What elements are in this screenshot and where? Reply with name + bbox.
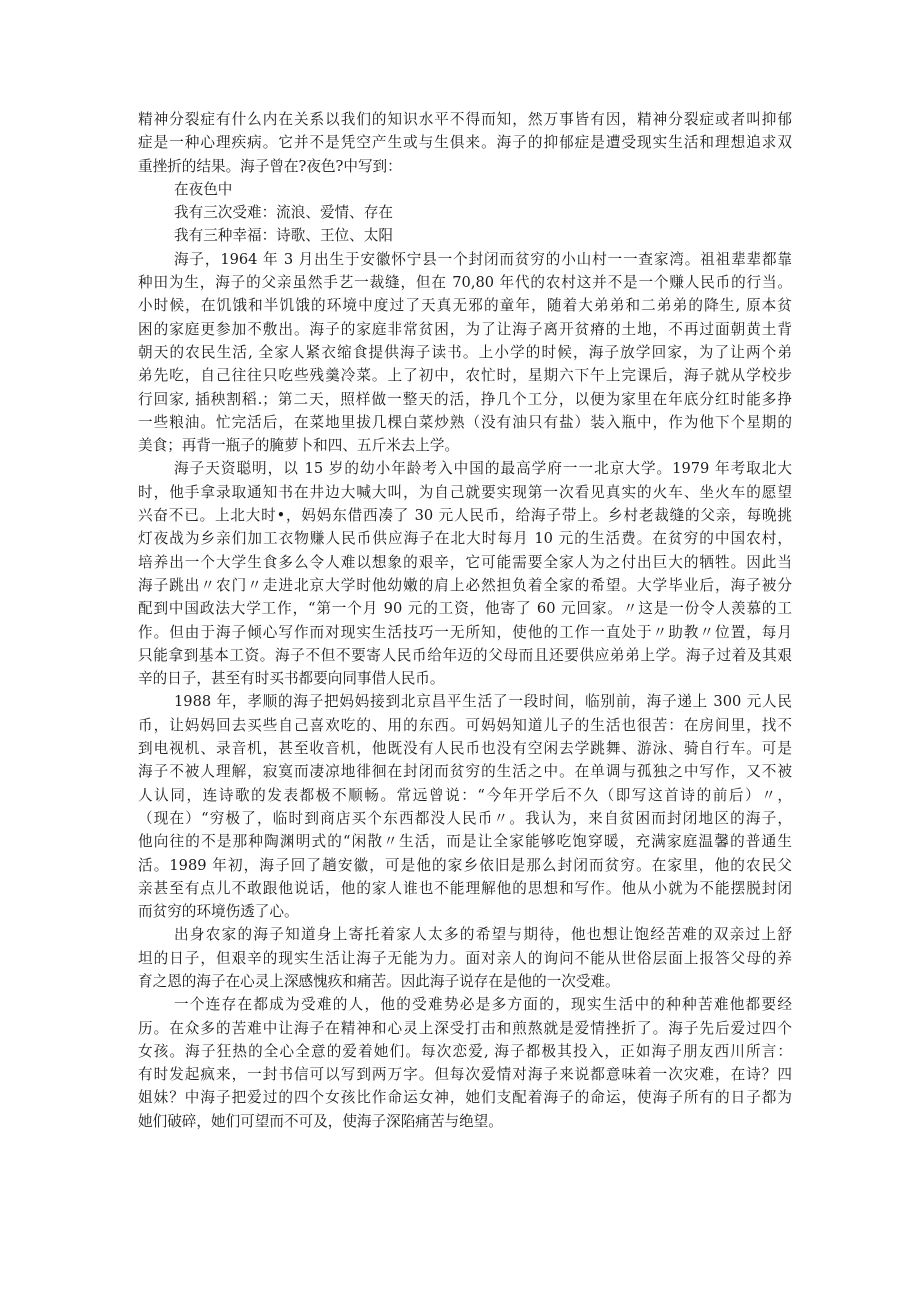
text-line: 一些粮油。忙完活后，在菜地里拔几棵白菜炒熟（没有油只有盐）装入瓶中，作为他下个星期的: [138, 413, 792, 431]
text-line: 行回家, 插秧割稻.；第二天，照样做一整天的活，挣几个工分，以便为家里在年底分红时能多挣: [138, 390, 792, 408]
paragraph-3: [138, 457, 792, 690]
text-line: 只能拿到基本工资。海子不但不要寄人民币给年迈的父母而且还要供应弟弟上学。海子过着及其艰: [138, 646, 792, 664]
poem-line: 我有三次受难：流浪、爱情、存在: [174, 204, 393, 222]
text-line: 他向往的不是那种陶渊明式的“闲散〃生活，而是让全家能够吃饱穿暖，充满家庭温馨的普通生: [138, 833, 792, 851]
text-line: 海子不被人理解，寂寞而凄凉地徘徊在封闭而贫穷的生活之中。在单调与孤独之中写作，又不被: [138, 763, 792, 781]
text-line: 弟先吃，自己往往只吃些残羹冷菜。上了初中，农忙时，星期六下午上完课后，海子就从学校步: [138, 367, 792, 385]
text-line: 朝天的农民生活, 全家人紧衣缩食提供海子读书。上小学的时候，海子放学回家，为了让两个弟: [138, 343, 792, 361]
text-line: 美食；再背一瓶子的腌萝卜和四、五斤米去上学。: [138, 437, 460, 455]
text-line: 1988 年，孝顺的海子把妈妈接到北京昌平生活了一段时间，临别前，海子递上 300 元人民: [174, 693, 792, 711]
text-line: 小时候，在饥饿和半饥饿的环境中度过了天真无邪的童年，随着大弟弟和二弟弟的降生, 原本贫: [138, 297, 792, 315]
text-line: 育之恩的海子在心灵上深感愧疚和痛苦。因此海子说存在是他的一次受难。: [138, 972, 620, 990]
text-line: 一个连存在都成为受难的人，他的受难势必是多方面的，现实生活中的种种苦难他都要经: [174, 996, 792, 1014]
text-line: 有时发起疯来，一封书信可以写到两万字。但每次爱情对海子来说都意味着一次灾难，在诗？四: [138, 1066, 792, 1084]
poem-line: 我有三种幸福：诗歌、王位、太阳: [174, 227, 393, 245]
text-line: 而贫穷的环境伤透了心。: [138, 903, 299, 921]
text-line: 到电视机、录音机，甚至收音机，他既没有人民币也没有空闲去学跳舞、游泳、骑自行车。可是: [138, 740, 792, 758]
text-line: 配到中国政法大学工作，“第一个月 90 元的工资，他寄了 60 元回家。〃这是一份令人羡慕的工: [138, 600, 792, 618]
paragraph-5: [138, 923, 792, 993]
text-line: 症是一种心理疾病。它并不是凭空产生或与生俱来。海子的抑郁症是遭受现实生活和理想追求双: [138, 134, 792, 152]
text-line: 精神分裂症有什么内在关系以我们的知识水平不得而知，然万事皆有因，精神分裂症或者叫抑郁: [138, 111, 792, 128]
paragraph-4: [138, 690, 792, 923]
text-line: 历。在众多的苦难中让海子在精神和心灵上深受打击和煎熬就是爱情挫折了。海子先后爱过四个: [138, 1019, 792, 1037]
text-line: （现在）“穷极了，临时到商店买个东西都没人民币〃。我认为，来自贫困而封闭地区的海子，: [138, 809, 792, 827]
poem-line: 在夜色中: [174, 180, 233, 198]
text-line: 辛的日子，甚至有时买书都要向同事借人民币。: [138, 670, 445, 688]
text-line: 海子，1964 年 3 月出生于安徽怀宁县一个封闭而贫穷的小山村一一查家湾。祖祖辈辈都靠: [174, 250, 792, 268]
text-line: 时，他手拿录取通知书在井边大喊大叫，为自己就要实现第一次看见真实的火车、坐火车的愿望: [138, 483, 792, 501]
text-line: 人认同，连诗歌的发表都极不顺畅。常远曾说：“今年开学后不久（即写这首诗的前后）〃，: [138, 786, 792, 804]
text-line: 亲甚至有点儿不敢跟他说话，他的家人谁也不能理解他的思想和写作。他从小就为不能摆脱封闭: [138, 879, 792, 897]
text-line: 女孩。海子狂热的全心全意的爱着她们。每次恋爱, 海子都极其投入，正如海子朋友西川所言：: [138, 1042, 792, 1060]
text-line: 培养出一个大学生食多么令人难以想象的艰辛，它可能需要全家人为之付出巨大的牺牲。因此当: [138, 553, 792, 571]
text-line: 作。但由于海子倾心写作而对现实生活技巧一无所知，使他的工作一直处于〃助教〃位置，每月: [138, 623, 792, 641]
text-line: 出身农家的海子知道身上寄托着家人太多的希望与期待，他也想让饱经苦难的双亲过上舒: [174, 926, 792, 944]
text-line: 困的家庭更参加不敷出。海子的家庭非常贫困，为了让海子离开贫瘠的土地，不再过面朝黄土背: [138, 320, 792, 338]
paragraph-2: [138, 248, 792, 458]
text-line: 重挫折的结果。海子曾在?夜色?中写到：: [138, 157, 402, 175]
text-line: 坦的日子，但艰辛的现实生活让海子无能为力。面对亲人的询问不能从世俗层面上报答父母的养: [138, 949, 792, 967]
text-line: 姐妹？中海子把爱过的四个女孩比作命运女神，她们支配着海子的命运，使海子所有的日子都为: [138, 1089, 792, 1107]
paragraph-6: [138, 993, 792, 1133]
text-line: 海子跳出〃农门〃走进北京大学时他幼嫩的肩上必然担负着全家的希望。大学毕业后，海子被分: [138, 576, 792, 594]
paragraph-1: [138, 108, 792, 178]
text-line: 活。1989 年初，海子回了趟安徽，可是他的家乡依旧是那么封闭而贫穷。在家里，他的农民父: [138, 856, 792, 874]
text-line: 她们破碎，她们可望而不可及，使海子深陷痛苦与绝望。: [138, 1112, 503, 1130]
text-line: 种田为生，海子的父亲虽然手艺一裁缝，但在 70,80 年代的农村这并不是一个赚人民币的行当。: [138, 274, 792, 292]
text-line: 海子天资聪明，以 15 岁的幼小年龄考入中国的最高学府一一北京大学。1979 年考取北大: [174, 460, 792, 478]
poem-block: [138, 178, 792, 248]
text-line: 币，让妈妈回去买些自己喜欢吃的、用的东西。可妈妈知道儿子的生活也很苦：在房间里，找不: [138, 716, 792, 734]
document-page: [138, 108, 792, 1133]
text-line: 灯夜战为乡亲们加工衣物赚人民币供应海子在北大时每月 10 元的生活费。在贫穷的中国农村，: [138, 530, 792, 548]
text-line: 兴奋不已。上北大时•，妈妈东借西凑了 30 元人民币，给海子带上。乡村老裁缝的父亲，每晚挑: [138, 507, 792, 525]
